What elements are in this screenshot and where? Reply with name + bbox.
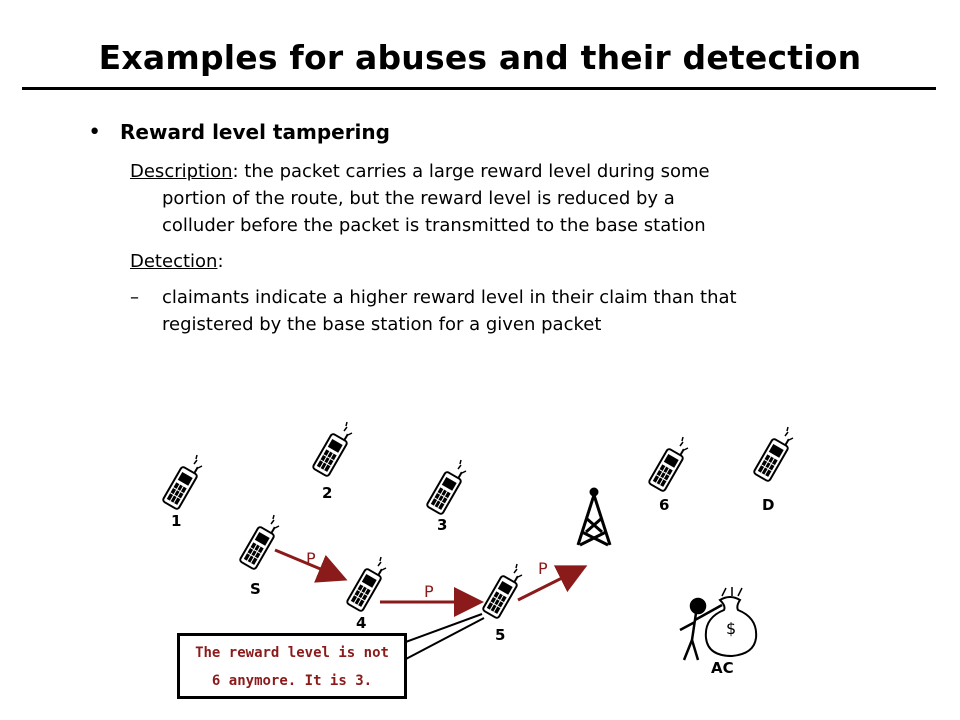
phone-icon-5: [482, 564, 522, 619]
phone-icon-6: [648, 437, 688, 492]
detection-dash: –: [130, 287, 139, 308]
detection-line-1: claimants indicate a higher reward level in their claim than that: [162, 287, 737, 308]
callout-line-2: 6 anymore. It is 3.: [211, 673, 373, 689]
slide-title: Examples for abuses and their detection: [98, 38, 862, 77]
bullet-heading: Reward level tampering: [120, 120, 390, 144]
callout-line-1: The reward level is not: [195, 645, 389, 661]
bullet-dot: •: [88, 120, 102, 145]
node-label-4: 4: [356, 614, 367, 632]
packet-label-3: P: [538, 559, 548, 578]
node-label-1: 1: [171, 512, 182, 530]
phone-icon-1: [162, 455, 202, 510]
reward-level-callout: [177, 633, 407, 699]
node-label-3: 3: [437, 516, 448, 534]
money-symbol: $: [726, 619, 737, 638]
packet-arrow-5-to-base: [518, 568, 582, 600]
phone-icon-3: [426, 460, 466, 515]
accounting-center-icon: [680, 587, 756, 660]
node-label-D: D: [762, 496, 775, 514]
node-label-6: 6: [659, 496, 670, 514]
detection-line-2: registered by the base station for a given packet: [162, 314, 602, 335]
base-station-tower-icon: [578, 489, 610, 545]
phone-icon-D: [753, 427, 793, 482]
detection-colon: :: [217, 251, 224, 272]
description-line-3: colluder before the packet is transmitted to the base station: [162, 215, 706, 236]
description-label: Description: [130, 161, 233, 182]
packet-label-1: P: [306, 549, 316, 568]
phone-icon-S: [239, 515, 279, 570]
detection-label: Detection: [130, 251, 218, 272]
node-label-AC: AC: [711, 659, 734, 677]
description-line-2: portion of the route, but the reward level is reduced by a: [162, 188, 675, 209]
phone-icon-2: [312, 422, 352, 477]
node-label-S: S: [250, 580, 261, 598]
node-label-5: 5: [495, 626, 506, 644]
description-text: : the packet carries a large reward level during some: [232, 161, 710, 182]
node-label-2: 2: [322, 484, 333, 502]
packet-label-2: P: [424, 582, 434, 601]
phone-icon-4: [346, 557, 386, 612]
